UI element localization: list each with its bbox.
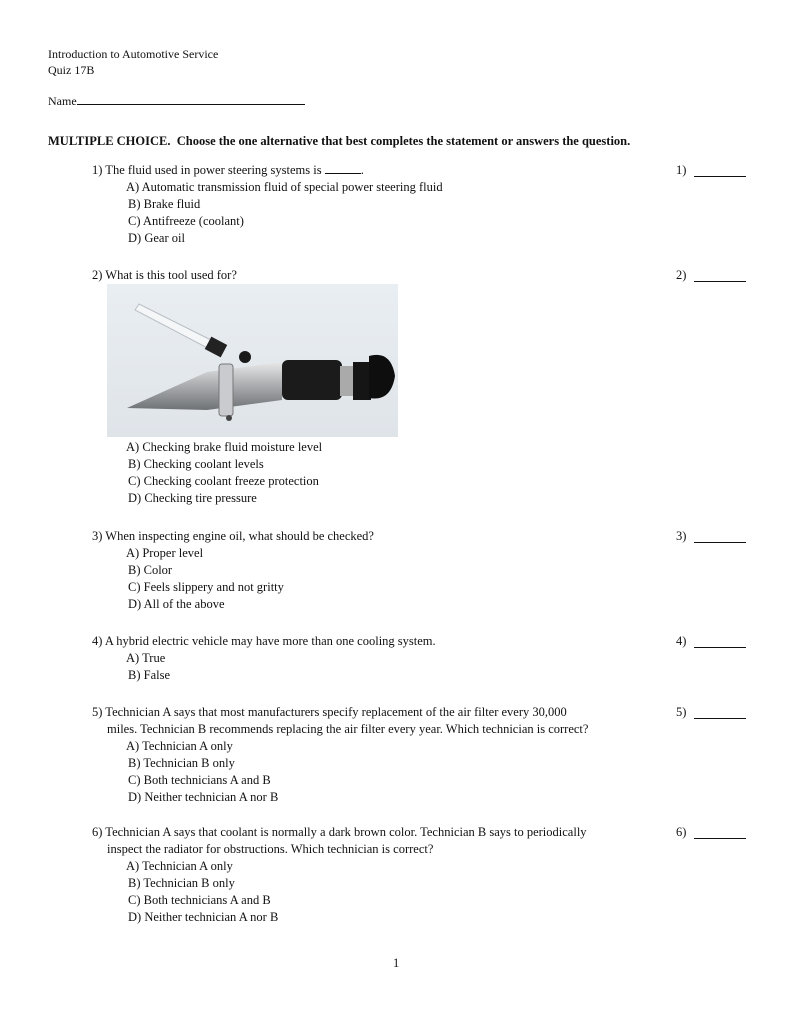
answer-label-3: 3) — [676, 529, 687, 543]
option-b: B) Technician B only — [128, 756, 235, 770]
question-3 — [92, 528, 374, 613]
answer-label-1: 1) — [676, 163, 687, 177]
option-a: A) Technician A only — [126, 739, 233, 753]
question-5 — [92, 704, 588, 806]
question-text: 5) Technician A says that most manufacturers specify replacement of the air filter every 30,000 — [92, 705, 567, 719]
option-c: C) Feels slippery and not gritty — [128, 580, 284, 594]
answer-blank-1[interactable] — [694, 162, 746, 177]
refractometer-image — [107, 284, 398, 437]
answer-label-5: 5) — [676, 705, 687, 719]
question-6 — [92, 824, 587, 926]
page-number: 1 — [393, 956, 400, 970]
question-1 — [92, 162, 443, 247]
option-c: C) Both technicians A and B — [128, 773, 271, 787]
answer-label-6: 6) — [676, 825, 687, 839]
answer-blank-5[interactable] — [694, 704, 746, 719]
option-a: A) True — [126, 651, 166, 665]
option-a: A) Proper level — [126, 546, 204, 560]
option-b: B) Technician B only — [128, 876, 235, 890]
fill-blank — [325, 162, 361, 174]
quiz-title: Quiz 17B — [48, 63, 95, 77]
name-field[interactable] — [48, 92, 305, 109]
question-2 — [92, 267, 237, 284]
option-a: A) Checking brake fluid moisture level — [126, 440, 323, 454]
answer-blank-2[interactable] — [694, 267, 746, 282]
option-b: B) False — [128, 668, 171, 682]
option-b: B) Checking coolant levels — [128, 457, 264, 471]
question-text: 4) A hybrid electric vehicle may have more than one cooling system. — [92, 634, 436, 648]
instructions — [48, 134, 630, 149]
question-text: 1) The fluid used in power steering systems is — [92, 163, 322, 177]
question-text-end: . — [360, 163, 364, 177]
option-d: D) Neither technician A nor B — [128, 910, 279, 924]
option-c: C) Checking coolant freeze protection — [128, 474, 319, 488]
answer-blank-3[interactable] — [694, 528, 746, 543]
instructions-lead: MULTIPLE CHOICE. — [48, 134, 171, 148]
option-c: C) Antifreeze (coolant) — [128, 214, 244, 228]
answer-blank-6[interactable] — [694, 824, 746, 839]
answer-label-4: 4) — [676, 634, 687, 648]
name-blank[interactable] — [77, 92, 305, 105]
answer-label-2: 2) — [676, 268, 687, 282]
instructions-text: Choose the one alternative that best completes the statement or answers the question. — [176, 134, 631, 148]
option-a: A) Automatic transmission fluid of special power steering fluid — [126, 180, 443, 194]
option-d: D) All of the above — [128, 597, 225, 611]
option-b: B) Brake fluid — [128, 197, 201, 211]
option-c: C) Both technicians A and B — [128, 893, 271, 907]
question-2-options — [92, 439, 322, 507]
option-a: A) Technician A only — [126, 859, 233, 873]
question-text: 6) Technician A says that coolant is normally a dark brown color. Technician B says to periodically — [92, 825, 587, 839]
question-text: 3) When inspecting engine oil, what should be checked? — [92, 529, 374, 543]
option-d: D) Checking tire pressure — [128, 491, 257, 505]
option-d: D) Gear oil — [128, 231, 185, 245]
answer-blank-4[interactable] — [694, 633, 746, 648]
question-text-cont: miles. Technician B recommends replacing the air filter every year. Which technician is correct? — [107, 722, 589, 736]
question-text: 2) What is this tool used for? — [92, 268, 237, 282]
question-text-cont: inspect the radiator for obstructions. Which technician is correct? — [107, 842, 434, 856]
option-b: B) Color — [128, 563, 173, 577]
course-title: Introduction to Automotive Service — [48, 47, 219, 61]
option-d: D) Neither technician A nor B — [128, 790, 279, 804]
name-label: Name — [48, 94, 77, 108]
question-4 — [92, 633, 436, 684]
